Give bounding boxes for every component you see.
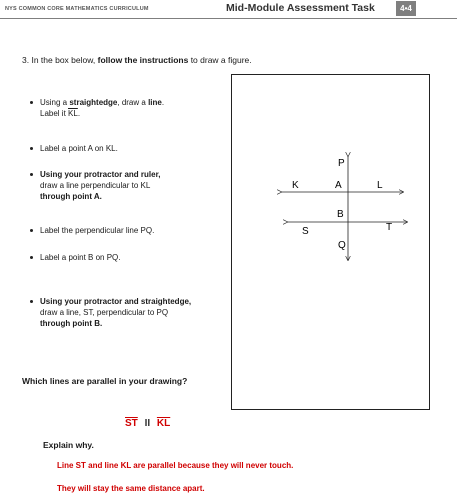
line-label: $\overline{KL}$ (68, 109, 78, 118)
question-intro: In the box below, (31, 55, 96, 65)
instruction-2: Label a point A on KL. (30, 143, 225, 154)
bullet-icon (30, 229, 33, 232)
label-s: S (302, 226, 309, 237)
instruction-5: Label a point B on PQ. (30, 252, 225, 263)
parallel-question: Which lines are parallel in your drawing? (22, 376, 188, 386)
explain-label: Explain why. (43, 440, 94, 450)
label-a: A (335, 180, 342, 191)
question-tail: to draw a figure. (190, 55, 252, 65)
geometry-drawing (231, 74, 430, 410)
question-number: 3. (22, 55, 30, 65)
bullet-icon (30, 173, 33, 176)
label-l: L (377, 180, 383, 191)
question-bold: follow the instructions (97, 55, 189, 65)
bullet-icon (30, 147, 33, 150)
answer-kl: $\overline{KL}$ (156, 418, 171, 429)
module-badge: 4•4 (396, 1, 416, 16)
question-prompt (22, 55, 252, 65)
instruction-1: Using a straightedge, draw a line. Label it $\overline{KL}$. (30, 97, 225, 119)
parallel-symbol: II (144, 418, 151, 429)
label-q: Q (338, 240, 346, 251)
explanation-line-2: They will stay the same distance apart. (57, 484, 205, 493)
curriculum-label: NYS COMMON CORE MATHEMATICS CURRICULUM (5, 6, 149, 12)
explanation-line-1: Line ST and line KL are parallel because they will never touch. (57, 461, 294, 470)
instruction-3: Using your protractor and ruler, draw a line perpendicular to KL through point A. (30, 169, 225, 202)
answer-st: $\overline{ST}$ (125, 418, 138, 429)
label-b: B (337, 209, 344, 220)
page-title: Mid-Module Assessment Task (226, 2, 375, 14)
label-k: K (292, 180, 299, 191)
bullet-icon (30, 300, 33, 303)
bullet-icon (30, 101, 33, 104)
parallel-answer (125, 418, 170, 429)
instruction-6: Using your protractor and straightedge, draw a line, ST, perpendicular to PQ through point B. (30, 296, 225, 329)
instruction-4: Label the perpendicular line PQ. (30, 225, 225, 236)
header-divider (0, 18, 457, 19)
bullet-icon (30, 256, 33, 259)
label-p: P (338, 158, 345, 169)
label-t: T (386, 222, 393, 233)
